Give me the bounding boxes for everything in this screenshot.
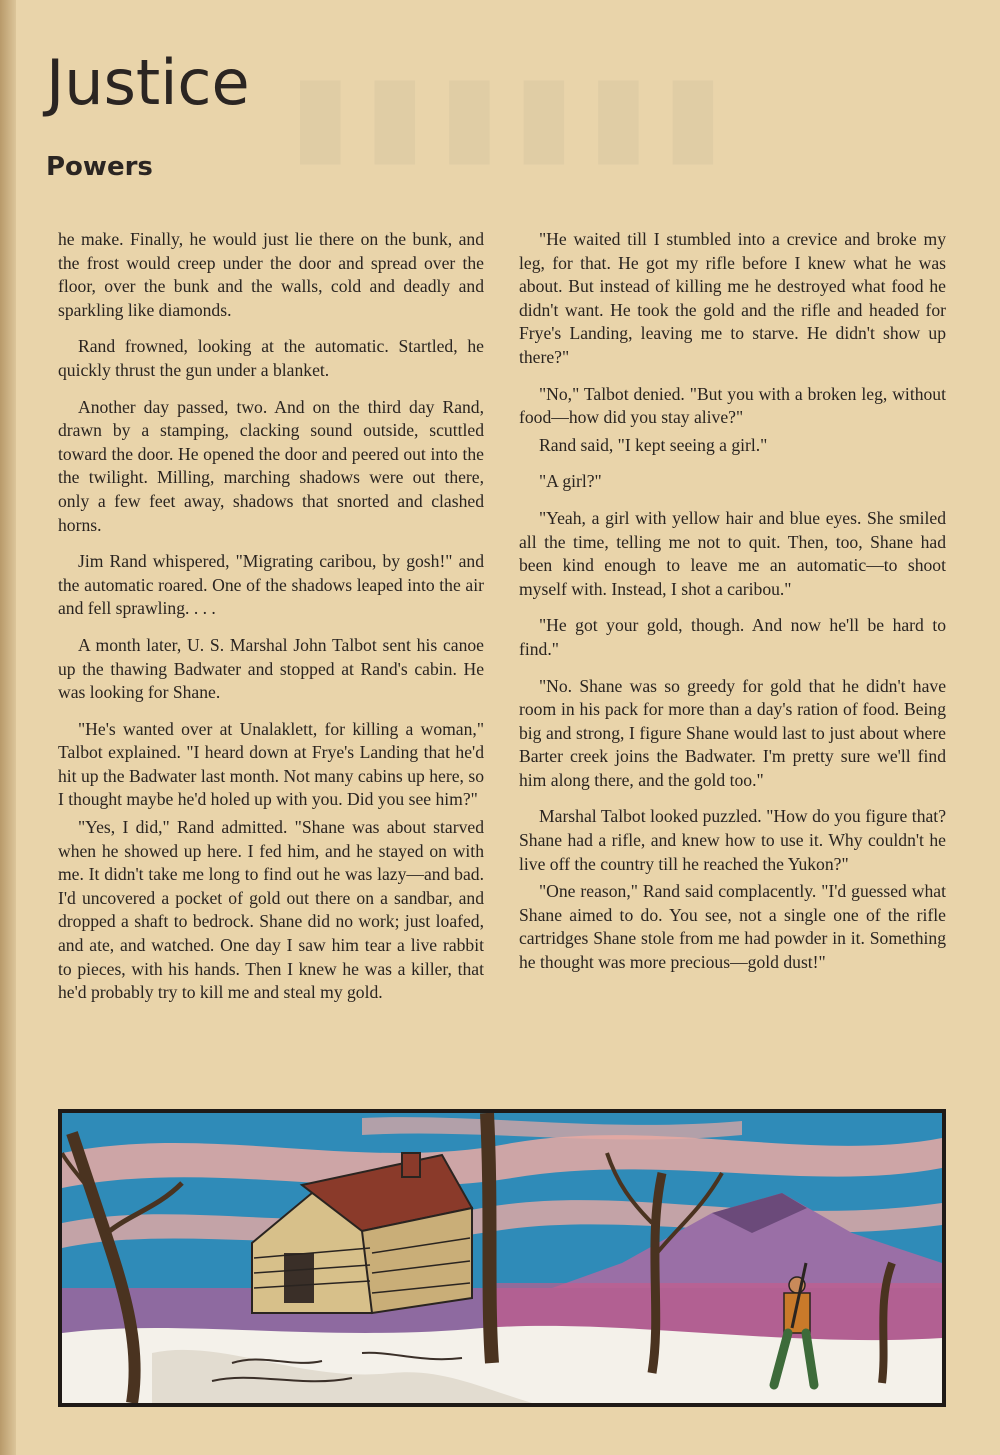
- story-title: Justice: [46, 46, 250, 119]
- paragraph: Rand said, "I kept seeing a girl.": [539, 434, 768, 455]
- paragraph: Rand frowned, looking at the automatic. Startled, he quickly thrust the gun under a blanket.: [58, 336, 484, 380]
- paragraph: A month later, U. S. Marshal John Talbot sent his canoe up the thawing Badwater and stopped at Rand's cabin. He was looking for Shane.: [58, 634, 484, 703]
- paragraph: "No," Talbot denied. "But you with a broken leg, without food—how did you stay alive?": [519, 383, 946, 428]
- illustration-panel: [58, 1109, 946, 1407]
- paragraph: "No. Shane was so greedy for gold that he didn't have room in his pack for more than a day's ration of food. Being big and strong, I figure Shane would last to just about where Barter creek joins the Badwater. I'm pretty sure we'll find him along there, and the gold too.": [519, 675, 946, 790]
- paragraph: "He got your gold, though. And now he'll be hard to find.": [519, 615, 946, 659]
- page-edge: [0, 0, 16, 1455]
- paragraph: he make. Finally, he would just lie there on the bunk, and the frost would creep under the door and spread over the floor, over the bunk and the walls, cold and deadly and sparkling like diamonds.: [58, 229, 484, 320]
- bare-tree-center: [487, 1113, 492, 1363]
- left-text-column: [58, 228, 484, 1018]
- show-through-print: ▮▮▮▮▮▮: [290, 58, 738, 168]
- paragraph: Jim Rand whispered, "Migrating caribou, by gosh!" and the automatic roared. One of the shadows leaped into the air and fell sprawling. . . .: [58, 551, 484, 619]
- story-author: Powers: [46, 152, 153, 182]
- paragraph: "One reason," Rand said complacently. "I'd guessed what Shane aimed to do. You see, not a single one of the rifle cartridges Shane stole from me had powder in it. Something he thought was more precious—gold dust!": [519, 881, 946, 973]
- cabin-door: [284, 1253, 314, 1303]
- right-text-column: [519, 228, 946, 988]
- paragraph: "A girl?": [539, 471, 602, 492]
- paragraph: "He waited till I stumbled into a crevice and broke my leg, for that. He got my rifle before I knew what he was about. But instead of killing me he destroyed what food he didn't want. He took the gold and the rifle and headed for Frye's Landing, leaving me to starve. He didn't show up there?": [519, 229, 946, 367]
- paragraph: "He's wanted over at Unalaklett, for killing a woman," Talbot explained. "I heard down at Frye's Landing that he'd hit up the Badwater last month. Not many cabins up here, so I thought maybe he'd holed up with you. Did you see him?": [58, 718, 484, 810]
- paragraph: Another day passed, two. And on the third day Rand, drawn by a stamping, clacking sound outside, scuttled toward the door. He opened the door and peered out into the the twilight. Milling, marching shadows were out there, only a few feet away, shadows that snorted and clashed horns.: [58, 396, 484, 535]
- paragraph: "Yeah, a girl with yellow hair and blue eyes. She smiled all the time, telling me not to quit. Then, too, Shane had been kind enough to leave me an automatic—to shoot myself with. Instead, I shot a caribou.": [519, 507, 946, 599]
- paragraph: Marshal Talbot looked puzzled. "How do you figure that? Shane had a rifle, and knew how to use it. Why couldn't he live off the country till he reached the Yukon?": [519, 806, 946, 874]
- winter-cabin-illustration: [62, 1113, 942, 1403]
- chimney: [402, 1153, 420, 1177]
- paragraph: "Yes, I did," Rand admitted. "Shane was about starved when he showed up here. I fed him, and he stayed on with me. It didn't take me long to find out he was lazy—and bad. I'd uncovered a pocket of gold out there on a sandbar, and dropped a shaft to bedrock. Shane did no work; just loafed, and ate, and watched. One day I saw him tear a live rabbit to pieces, with his hands. Then I knew he was a killer, that he'd probably try to kill me and steal my gold.: [58, 817, 484, 1003]
